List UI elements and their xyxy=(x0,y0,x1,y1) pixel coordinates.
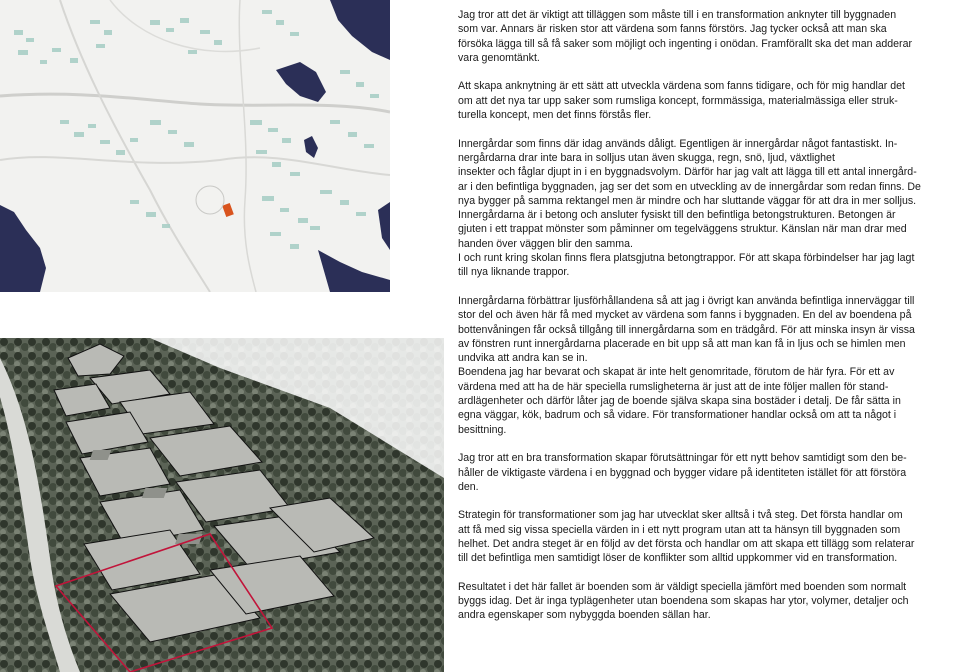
text-line: helhet. Det andra steget är en följd av det första och handlar om att skapa ett tillägg som relaterar xyxy=(458,537,915,550)
text-line: Resultatet i det här fallet är boenden som är väldigt speciella jämfört med boenden som normalt xyxy=(458,580,907,593)
text-line: till det befintliga men samtidigt löser de konflikter som alltid uppkommer vid en transformation. xyxy=(458,552,898,565)
text-line: till nya liknande trappor. xyxy=(458,266,570,279)
text-line: besittning. xyxy=(458,423,507,436)
text-line: undvika att andra kan se in. xyxy=(458,352,588,365)
paragraph-3 xyxy=(458,137,960,280)
text-line: egna väggar, kök, badrum och så vidare. För transformationer handlar också om att ta något i xyxy=(458,409,897,422)
text-line: som var. Annars är risken stor att värdena som fanns förstörs. Jag tycker också att man ska xyxy=(458,23,887,36)
paragraph-2 xyxy=(458,79,960,122)
text-line: Boendena jag har bevarat och skapat är inte helt genomritade, förutom de här fyra. För ett av xyxy=(458,366,895,379)
text-line: I och runt kring skolan finns flera platsgjutna betongtrappor. För att skapa förbindelser har jag lagt xyxy=(458,252,915,265)
text-line: om att det nya tar upp saker som rumsliga koncept, formmässiga, materialmässiga eller struk- xyxy=(458,94,898,107)
text-line: Jag tror att en bra transformation skapar förutsättningar för ett nytt behov samtidigt som den be- xyxy=(458,452,907,465)
text-line: håller de viktigaste värdena i en byggnad och bygger vidare på identiteten istället för att förstöra xyxy=(458,466,907,479)
paragraph-7 xyxy=(458,508,960,565)
text-line: vara genomtänkt. xyxy=(458,51,540,64)
text-line: gjuten i ett trappat mönster som påminner om tegelväggens struktur. Känslan när man drar med xyxy=(458,223,907,236)
text-line: bottenvåningen får också tillgång till innergårdarna som en trädgård. För att minska insyn är vissa xyxy=(458,323,915,336)
text-line: Jag tror att det är viktigt att tilläggen som måste till i en transformation anknyter till byggnaden xyxy=(458,9,897,21)
site-map-graphic xyxy=(0,0,390,292)
text-line: byggs idag. Det är inga typlägenheter utan boendena som skapas har ytor, volymer, detaljer och xyxy=(458,595,909,608)
text-line: stor del och även här få med mycket av värdena som fanns i byggnaden. En del av boendena på xyxy=(458,309,912,322)
text-line: värdena med att ha de här speciella rumsligheterna är just att de inte följer mallen för stand- xyxy=(458,380,889,393)
aerial-photo-graphic xyxy=(0,338,444,672)
text-line: att få med sig vissa speciella värden in i ett nytt program utan att ta hänsyn till byggnaden som xyxy=(458,523,901,536)
text-line: ardlägenheter och därför låter jag de boende själva skapa sina bostäder i detalj. De får sätta in xyxy=(458,395,901,408)
text-line: Innergårdar som finns där idag används dåligt. Egentligen är innergårdar något fantastiskt. In- xyxy=(458,137,898,150)
text-line: Strategin för transformationer som jag har utvecklat sker alltså i två steg. Det första handlar om xyxy=(458,509,903,522)
paragraph-8 xyxy=(458,580,960,623)
text-line: Innergårdarna är i betong och ansluter fysiskt till den befintliga betongstrukturen. Betongen är xyxy=(458,209,896,222)
text-line: nya bygger på samma rektangel men är mindre och har sluttande väggar för att dra in mer solljus. xyxy=(458,194,917,207)
text-line: av fönstren runt innergårdarna placerade en bit upp så att man kan få in ljus och se himlen men xyxy=(458,337,906,350)
text-line: andra egenskaper som nybyggda boenden sällan har. xyxy=(458,609,711,622)
text-line: nergårdarna drar inte bara in solljus utan även skugga, regn, snö, ljud, växtlighet xyxy=(458,151,835,164)
text-line: handen över väggen blir den samma. xyxy=(458,237,633,250)
text-line: turella koncept, men det finns förstås fler. xyxy=(458,109,652,122)
aerial-photo xyxy=(0,338,444,672)
essay-text xyxy=(458,8,960,637)
text-line: försöka lägga till så få saker som möjligt och ingenting i onödan. Framförallt ska det man adderar xyxy=(458,37,912,50)
paragraph-5 xyxy=(458,365,960,436)
paragraph-1 xyxy=(458,8,960,65)
paragraph-6 xyxy=(458,451,960,494)
paragraph-4 xyxy=(458,294,960,365)
text-line: ar i den befintliga byggnaden, jag ser det som en utveckling av de innergårdar som redan finns. De xyxy=(458,180,921,193)
text-line: insekter och fåglar djupt in i en byggnadsvolym. Därför har jag valt att lägga till ett antal innergård- xyxy=(458,166,917,179)
text-line: Att skapa anknytning är ett sätt att utveckla värdena som fanns tidigare, och för mig handlar det xyxy=(458,80,905,93)
text-line: Innergårdarna förbättrar ljusförhållandena så att jag i övrigt kan använda befintliga innerväggar till xyxy=(458,294,915,307)
site-map xyxy=(0,0,390,292)
text-line: den. xyxy=(458,480,479,493)
